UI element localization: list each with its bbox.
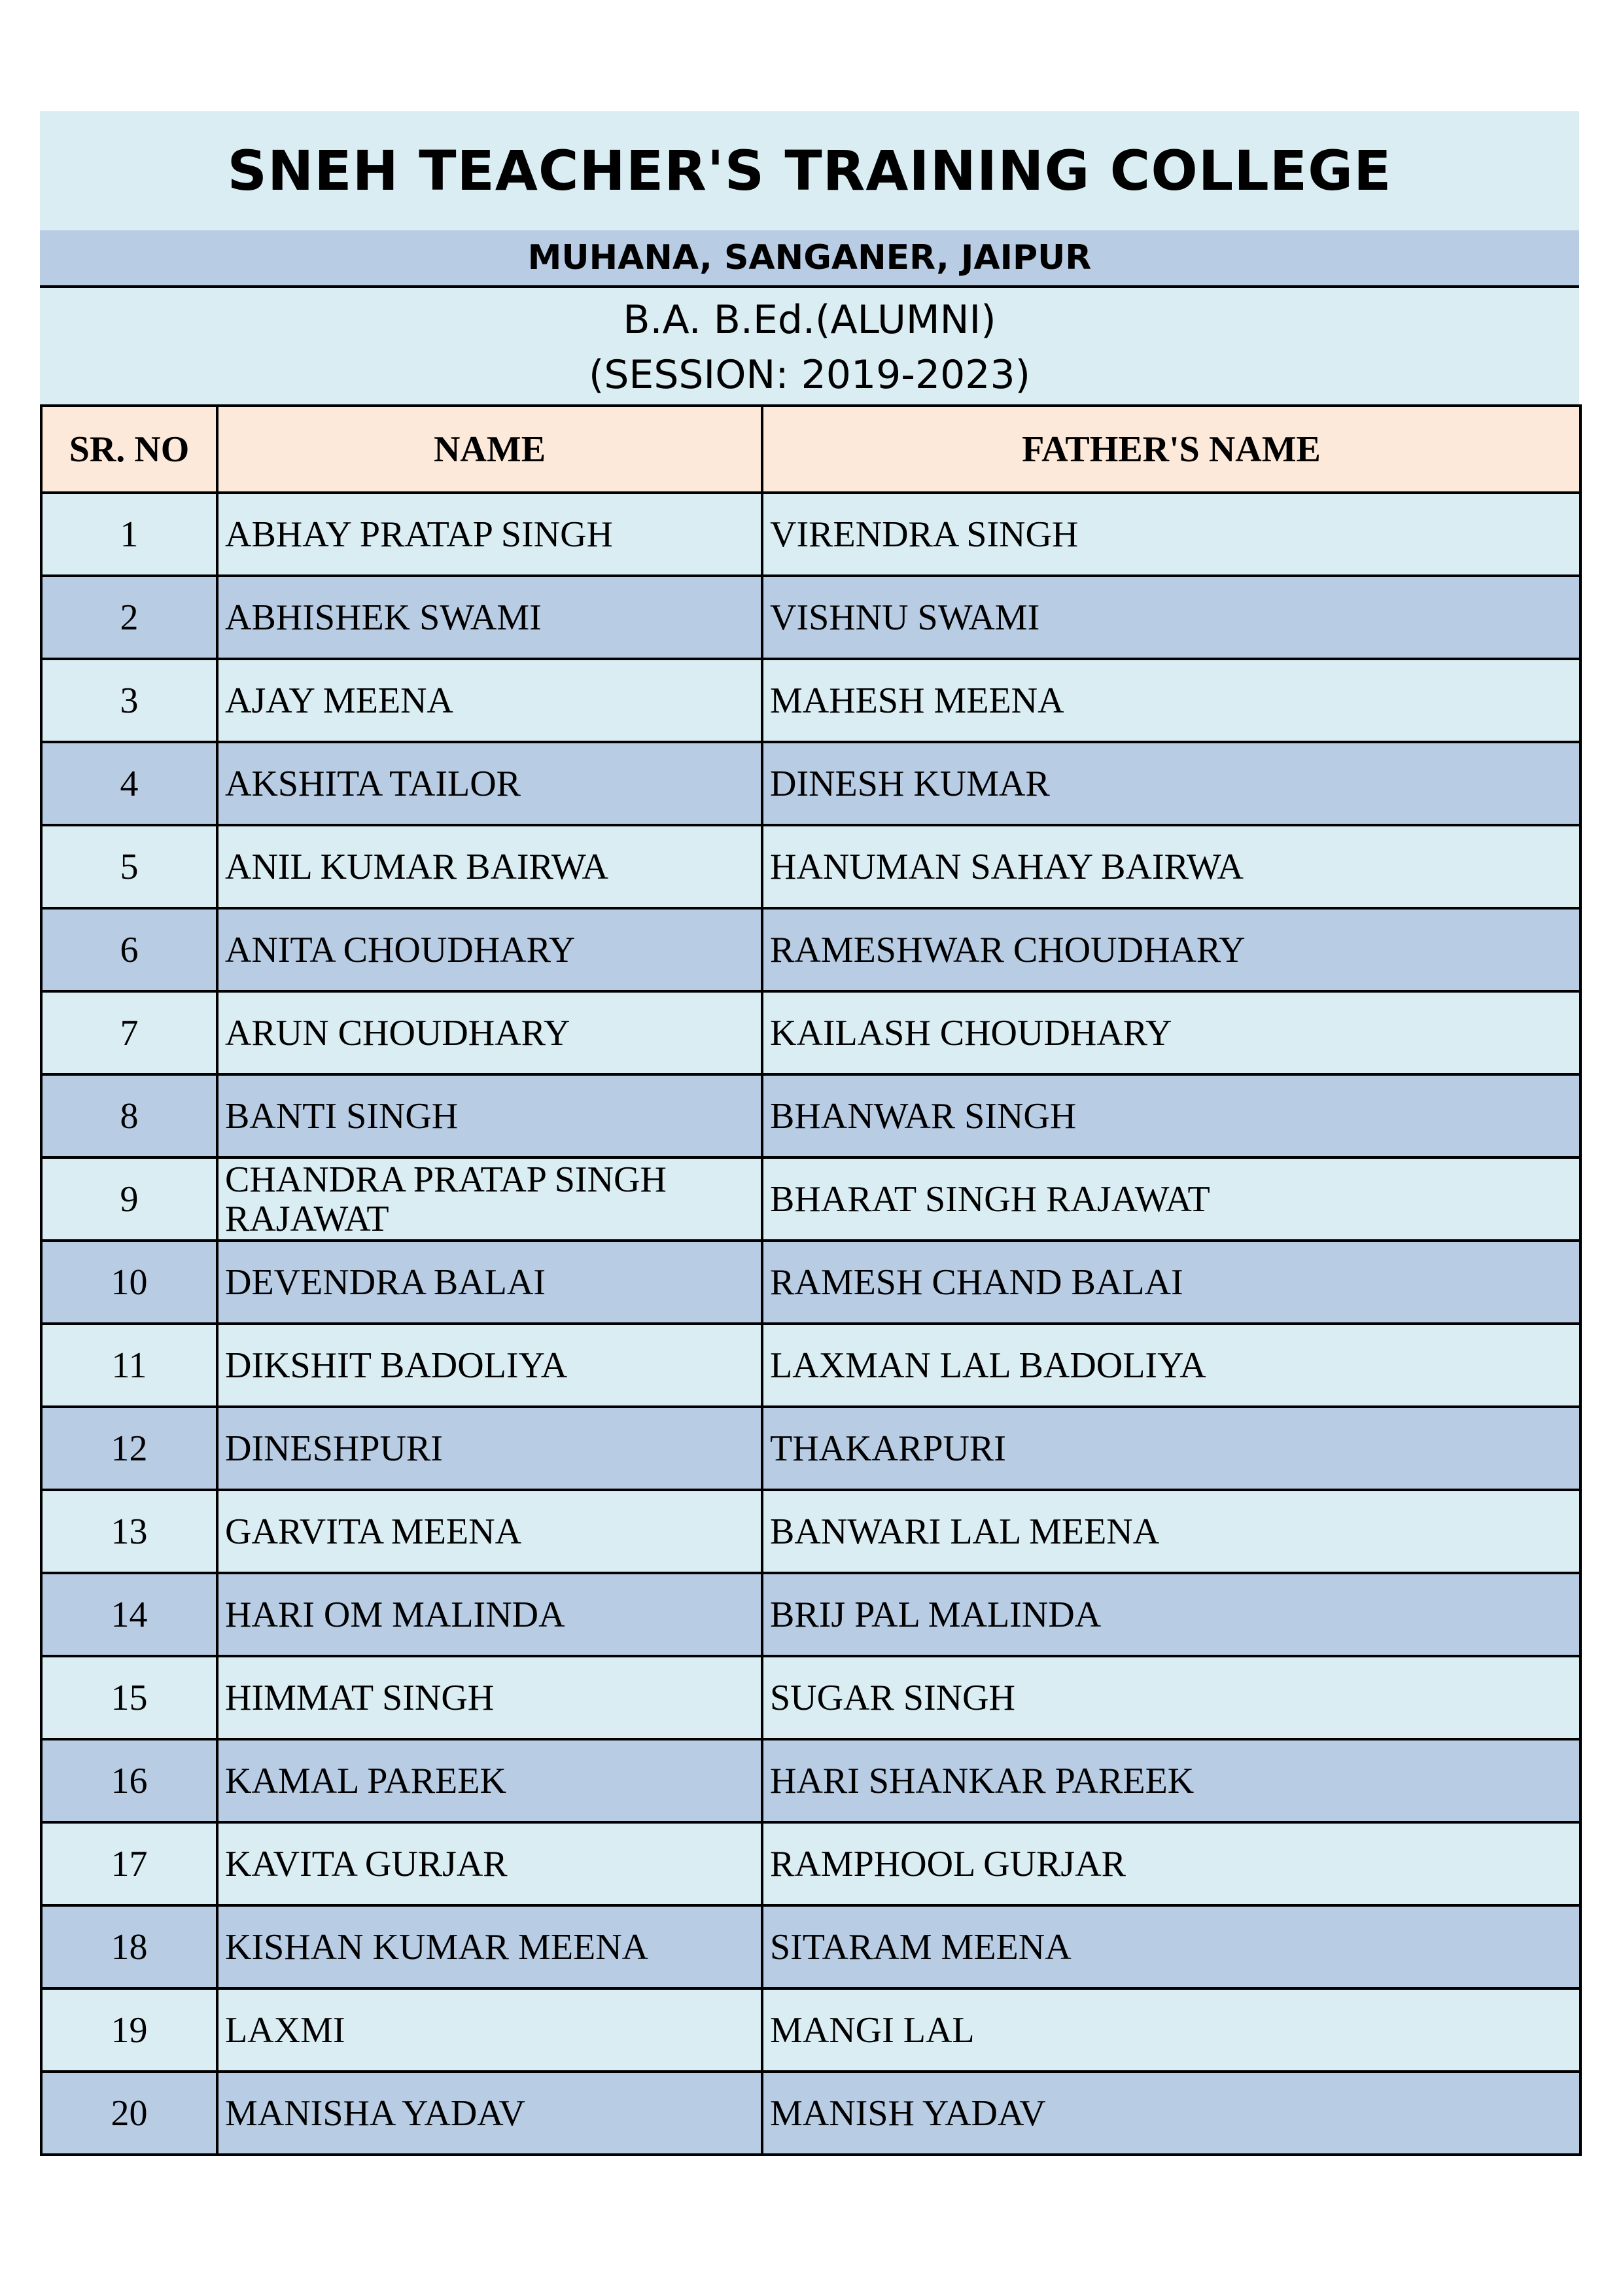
sr-no-cell: 3 — [41, 659, 217, 742]
table-row — [41, 1241, 1580, 1324]
fathers-name-cell: BANWARI LAL MEENA — [762, 1490, 1580, 1573]
table-row — [41, 908, 1580, 991]
table-header-row — [41, 406, 1580, 493]
table-row — [41, 1822, 1580, 1905]
name-cell: GARVITA MEENA — [217, 1490, 762, 1573]
fathers-name-cell: BHANWAR SINGH — [762, 1074, 1580, 1157]
table-row — [41, 1407, 1580, 1490]
session-label: (SESSION: 2019-2023) — [588, 352, 1031, 398]
sr-no-cell: 14 — [41, 1573, 217, 1656]
table-row — [41, 2072, 1580, 2155]
sr-no-cell: 19 — [41, 1988, 217, 2072]
table-row — [41, 659, 1580, 742]
table-row — [41, 1324, 1580, 1407]
table-row — [41, 1656, 1580, 1739]
sr-no-cell: 6 — [41, 908, 217, 991]
table-row — [41, 825, 1580, 908]
name-cell: MANISHA YADAV — [217, 2072, 762, 2155]
name-cell: DINESHPURI — [217, 1407, 762, 1490]
alumni-sheet — [40, 111, 1579, 2156]
sr-no-cell: 9 — [41, 1157, 217, 1241]
name-cell: HARI OM MALINDA — [217, 1573, 762, 1656]
sr-no-cell: 15 — [41, 1656, 217, 1739]
sr-no-cell: 12 — [41, 1407, 217, 1490]
name-cell: KAVITA GURJAR — [217, 1822, 762, 1905]
fathers-name-cell: MANISH YADAV — [762, 2072, 1580, 2155]
table-row — [41, 991, 1580, 1074]
name-cell: ABHISHEK SWAMI — [217, 576, 762, 659]
name-cell: LAXMI — [217, 1988, 762, 2072]
sr-no-cell: 13 — [41, 1490, 217, 1573]
sr-no-cell: 10 — [41, 1241, 217, 1324]
fathers-name-cell: RAMESHWAR CHOUDHARY — [762, 908, 1580, 991]
name-cell: DEVENDRA BALAI — [217, 1241, 762, 1324]
name-cell: DIKSHIT BADOLIYA — [217, 1324, 762, 1407]
sr-no-cell: 16 — [41, 1739, 217, 1822]
name-cell: CHANDRA PRATAP SINGH RAJAWAT — [217, 1157, 762, 1241]
name-cell: ANIL KUMAR BAIRWA — [217, 825, 762, 908]
sr-no-cell: 4 — [41, 742, 217, 825]
table-body — [41, 493, 1580, 2155]
sr-no-cell: 8 — [41, 1074, 217, 1157]
fathers-name-cell: VISHNU SWAMI — [762, 576, 1580, 659]
fathers-name-cell: VIRENDRA SINGH — [762, 493, 1580, 576]
table-row — [41, 1074, 1580, 1157]
table-row — [41, 1573, 1580, 1656]
column-header-fathers-name: FATHER'S NAME — [762, 406, 1580, 493]
table-row — [41, 1905, 1580, 1988]
sr-no-cell: 1 — [41, 493, 217, 576]
column-header-sr-no: SR. NO — [41, 406, 217, 493]
name-cell: AKSHITA TAILOR — [217, 742, 762, 825]
sr-no-cell: 7 — [41, 991, 217, 1074]
fathers-name-cell: MANGI LAL — [762, 1988, 1580, 2072]
sr-no-cell: 11 — [41, 1324, 217, 1407]
fathers-name-cell: KAILASH CHOUDHARY — [762, 991, 1580, 1074]
table-row — [41, 1490, 1580, 1573]
sr-no-cell: 2 — [41, 576, 217, 659]
table-row — [41, 576, 1580, 659]
name-cell: BANTI SINGH — [217, 1074, 762, 1157]
fathers-name-cell: DINESH KUMAR — [762, 742, 1580, 825]
college-address: MUHANA, SANGANER, JAIPUR — [40, 230, 1579, 288]
fathers-name-cell: RAMPHOOL GURJAR — [762, 1822, 1580, 1905]
fathers-name-cell: MAHESH MEENA — [762, 659, 1580, 742]
sr-no-cell: 17 — [41, 1822, 217, 1905]
name-cell: ANITA CHOUDHARY — [217, 908, 762, 991]
name-cell: HIMMAT SINGH — [217, 1656, 762, 1739]
fathers-name-cell: LAXMAN LAL BADOLIYA — [762, 1324, 1580, 1407]
fathers-name-cell: SITARAM MEENA — [762, 1905, 1580, 1988]
fathers-name-cell: SUGAR SINGH — [762, 1656, 1580, 1739]
name-cell: ABHAY PRATAP SINGH — [217, 493, 762, 576]
sr-no-cell: 5 — [41, 825, 217, 908]
fathers-name-cell: HANUMAN SAHAY BAIRWA — [762, 825, 1580, 908]
fathers-name-cell: HARI SHANKAR PAREEK — [762, 1739, 1580, 1822]
table-row — [41, 493, 1580, 576]
fathers-name-cell: BHARAT SINGH RAJAWAT — [762, 1157, 1580, 1241]
fathers-name-cell: RAMESH CHAND BALAI — [762, 1241, 1580, 1324]
course-name: B.A. B.Ed.(ALUMNI) — [623, 297, 996, 343]
alumni-table — [40, 404, 1582, 2156]
course-block — [40, 288, 1579, 404]
fathers-name-cell: THAKARPURI — [762, 1407, 1580, 1490]
name-cell: AJAY MEENA — [217, 659, 762, 742]
column-header-name: NAME — [217, 406, 762, 493]
sr-no-cell: 18 — [41, 1905, 217, 1988]
table-row — [41, 742, 1580, 825]
table-row — [41, 1988, 1580, 2072]
college-title: SNEH TEACHER'S TRAINING COLLEGE — [40, 111, 1579, 230]
name-cell: KAMAL PAREEK — [217, 1739, 762, 1822]
fathers-name-cell: BRIJ PAL MALINDA — [762, 1573, 1580, 1656]
name-cell: KISHAN KUMAR MEENA — [217, 1905, 762, 1988]
table-row — [41, 1739, 1580, 1822]
sr-no-cell: 20 — [41, 2072, 217, 2155]
table-row — [41, 1157, 1580, 1241]
name-cell: ARUN CHOUDHARY — [217, 991, 762, 1074]
